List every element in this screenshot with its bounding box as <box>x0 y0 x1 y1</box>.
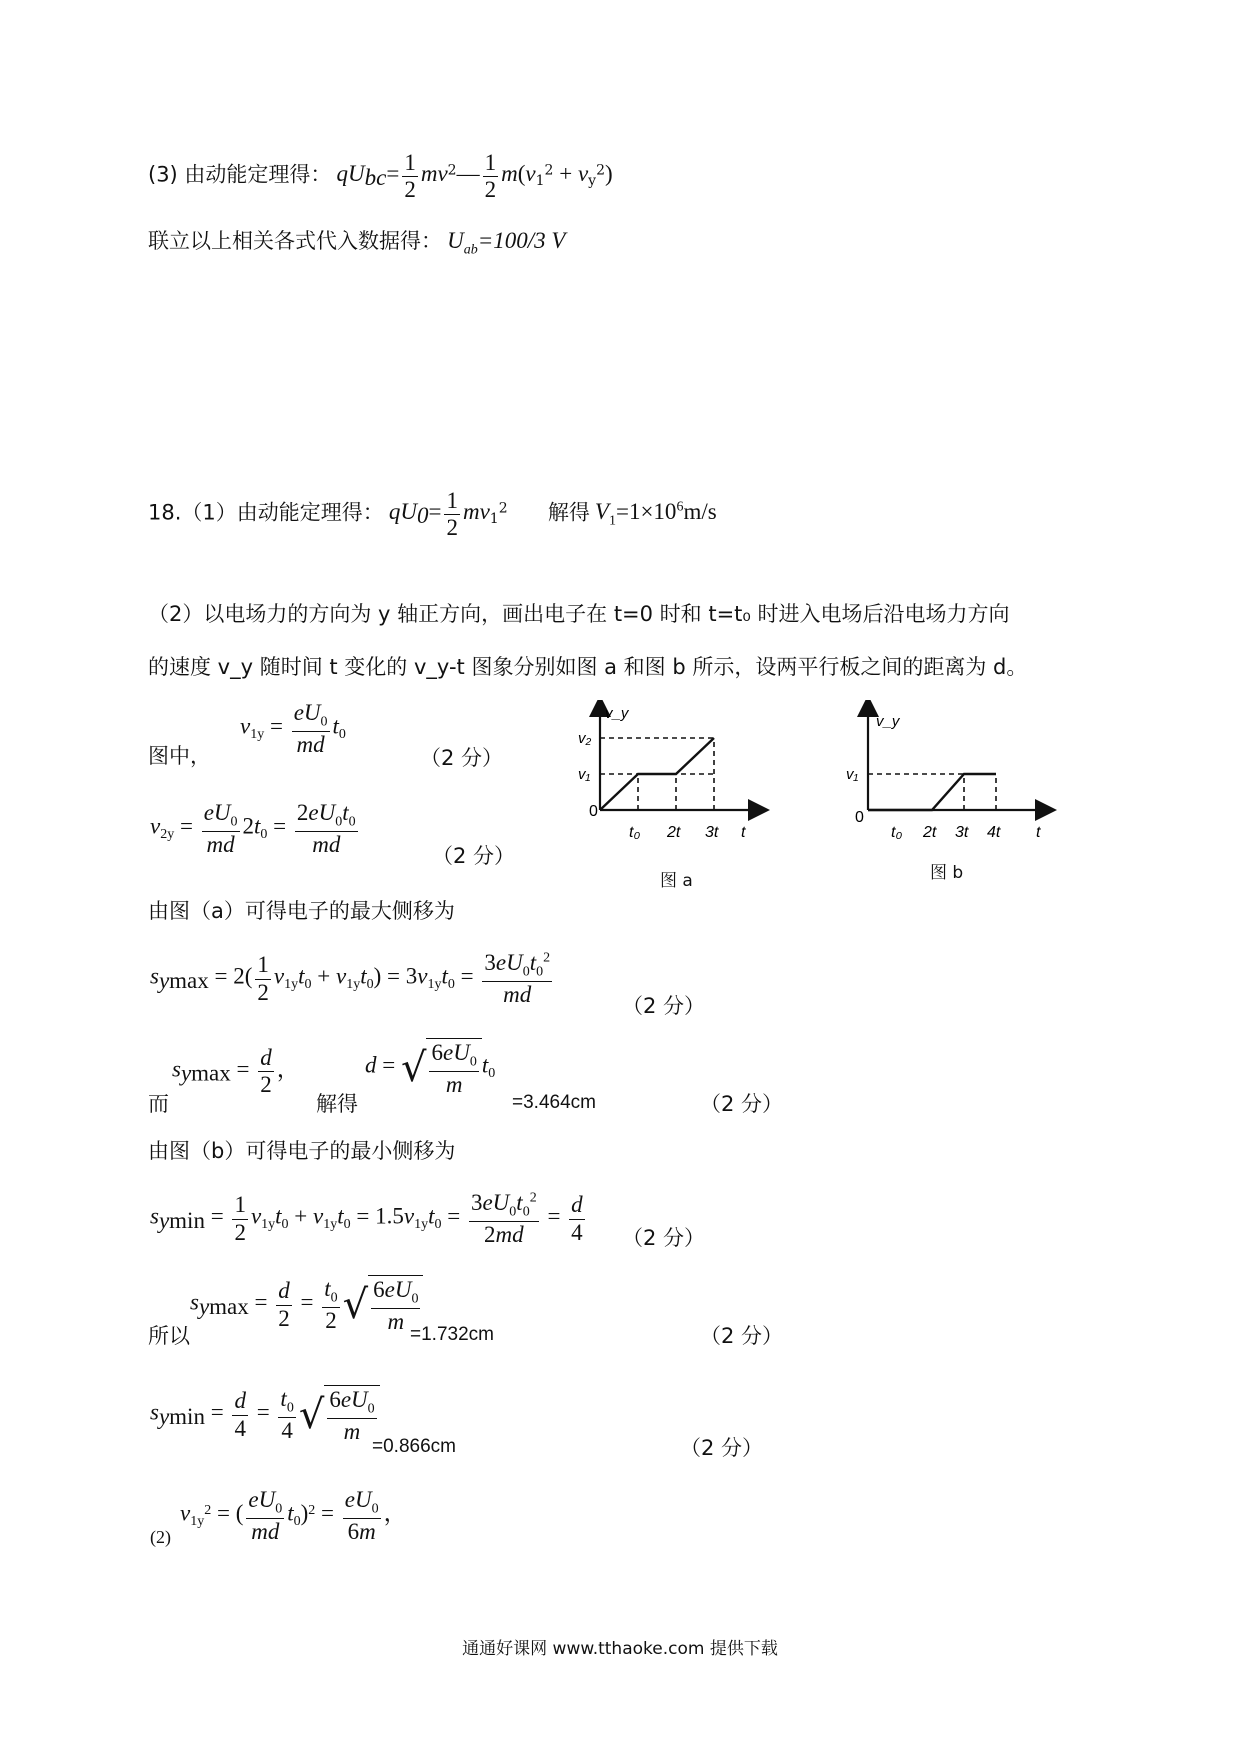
q18-line <box>148 488 717 542</box>
p3-equation: $qU_{bc}=$ $\frac{1}{2}$ $mv^2—$ $\frac{1}{2}$ $m(v_1^2 + v_y^2)$ <box>336 150 613 203</box>
fig-label: 图中， <box>148 744 211 768</box>
score-d: （2 分） <box>700 1092 784 1116</box>
graph-a-ytick: v₂ <box>578 730 592 747</box>
p3-line2-eq: $U_{ab}=100/3$ V <box>447 228 566 258</box>
p3-label: (3) 由动能定理得： <box>148 162 332 187</box>
graph-b-xtick: t₀ <box>891 824 903 841</box>
eq-v1y2: $v_{1y}^2$ = ( $\frac{eU_0}{md}$ $t_0)^2$ = $\frac{eU_0}{6m}$ ， <box>180 1487 407 1544</box>
q18-result-label: 解得 <box>547 500 590 525</box>
graph-b-caption: 图 b <box>930 863 964 883</box>
graph-a-ytick: v₁ <box>578 766 591 783</box>
eq-smax: $s_{ymax} = 2$( $\frac{1}{2}$ $v_{1y}t_0 + v_{1y}t_0) = 3v_{1y}t_0$ = $\frac{3eU_0t_0^2}{md}$ <box>150 950 551 1007</box>
graph-b-xtick: 2t <box>923 824 937 841</box>
graph-b <box>840 700 1060 850</box>
graph-a-curve <box>600 738 714 810</box>
p3-line2-text: 联立以上相关各式代入数据得： <box>148 229 442 253</box>
graph-b-xtick: 4t <box>987 824 1001 841</box>
eq-smax2: $s_{ymax}$ = $\frac{d}{2}$ = $\frac{t_0}{2}$ √ $\frac{6eU_0}{m}$ <box>190 1275 423 1335</box>
eq-smin: $s_{ymin}$ = $\frac{1}{2}$ $v_{1y}t_0 + v_{1y}t_0 = 1.5v_{1y}t_0$ = $\frac{3eU_0t_0^2}{2md}$ = $\frac{d}{4}$ <box>150 1190 583 1247</box>
page-footer: 通通好课网 www.tthaoke.com 提供下载 <box>462 1639 778 1659</box>
graph-a <box>575 700 775 880</box>
graph-b-origin: 0 <box>855 809 864 826</box>
jiede-label: 解得 <box>316 1092 358 1116</box>
smax-value: =1.732cm <box>410 1324 494 1345</box>
score-smax2: （2 分） <box>700 1324 784 1348</box>
d-value: =3.464cm <box>512 1092 596 1113</box>
graph-a-origin: 0 <box>589 803 598 820</box>
q18-label: 18.（1）由动能定理得： <box>148 500 384 525</box>
eq-d: d = √ $\frac{6eU_0}{m}$ $t_0$ <box>365 1040 496 1097</box>
graph-b-ytick: v₁ <box>846 766 859 783</box>
q18-result: $V_1=1\times 10^6m/s$ <box>594 499 717 530</box>
suoyi-label: 所以 <box>148 1324 190 1348</box>
eq-smin2: $s_{ymin}$ = $\frac{d}{4}$ = $\frac{t_0}{4}$ √ $\frac{6eU_0}{m}$ <box>150 1385 380 1445</box>
eq-half: $s_{ymax}$ = $\frac{d}{2}$ ， <box>172 1045 300 1098</box>
from-a: 由图（a）可得电子的最大侧移为 <box>148 899 455 923</box>
graph-b-xlabel: t <box>1036 824 1041 841</box>
q18-equation: $qU_0=$ $\frac{1}{2}$ $mv_1^2$ <box>388 488 508 541</box>
score-smax: （2 分） <box>622 994 706 1018</box>
score-smin2: （2 分） <box>680 1436 764 1460</box>
p2-label: (2) <box>150 1527 171 1547</box>
graph-a-xtick: 3t <box>705 824 719 841</box>
p3-line2 <box>148 225 565 259</box>
graph-a-xtick: t₀ <box>629 824 641 841</box>
score-v2y: （2 分） <box>432 844 516 868</box>
graph-b-xtick: 3t <box>955 824 969 841</box>
comma: ， <box>383 1500 407 1526</box>
smin-value: =0.866cm <box>372 1436 456 1457</box>
p3-line <box>148 150 613 204</box>
graph-b-ylabel: v_y <box>876 713 900 730</box>
graph-a-xlabel: t <box>741 824 746 841</box>
part2-line2: 的速度 v_y 随时间 t 变化的 v_y-t 图象分别如图 a 和图 b 所示，设两平行板之间的距离为 d。 <box>148 655 1028 679</box>
graph-a-caption: 图 a <box>660 871 693 891</box>
part2-line1: （2）以电场力的方向为 y 轴正方向，画出电子在 t=0 时和 t=t₀ 时进入电场后沿电场力方向 <box>148 602 1010 626</box>
eq-v2y: $v_{2y}$ = $\frac{eU_0}{md}$ $2t_0$ = $\frac{2eU_0t_0}{md}$ <box>150 800 356 857</box>
graph-a-xtick: 2t <box>667 824 681 841</box>
eq-v1y: $v_{1y}$ = $\frac{eU_0}{md}$ $t_0$ <box>240 700 346 757</box>
graph-a-ylabel: v_y <box>605 705 629 722</box>
score-smin: （2 分） <box>622 1226 706 1250</box>
from-b: 由图（b）可得电子的最小侧移为 <box>148 1139 456 1163</box>
score-v1y: （2 分） <box>420 746 504 770</box>
graph-b-curve <box>868 774 996 810</box>
er-label: 而 <box>148 1092 169 1116</box>
